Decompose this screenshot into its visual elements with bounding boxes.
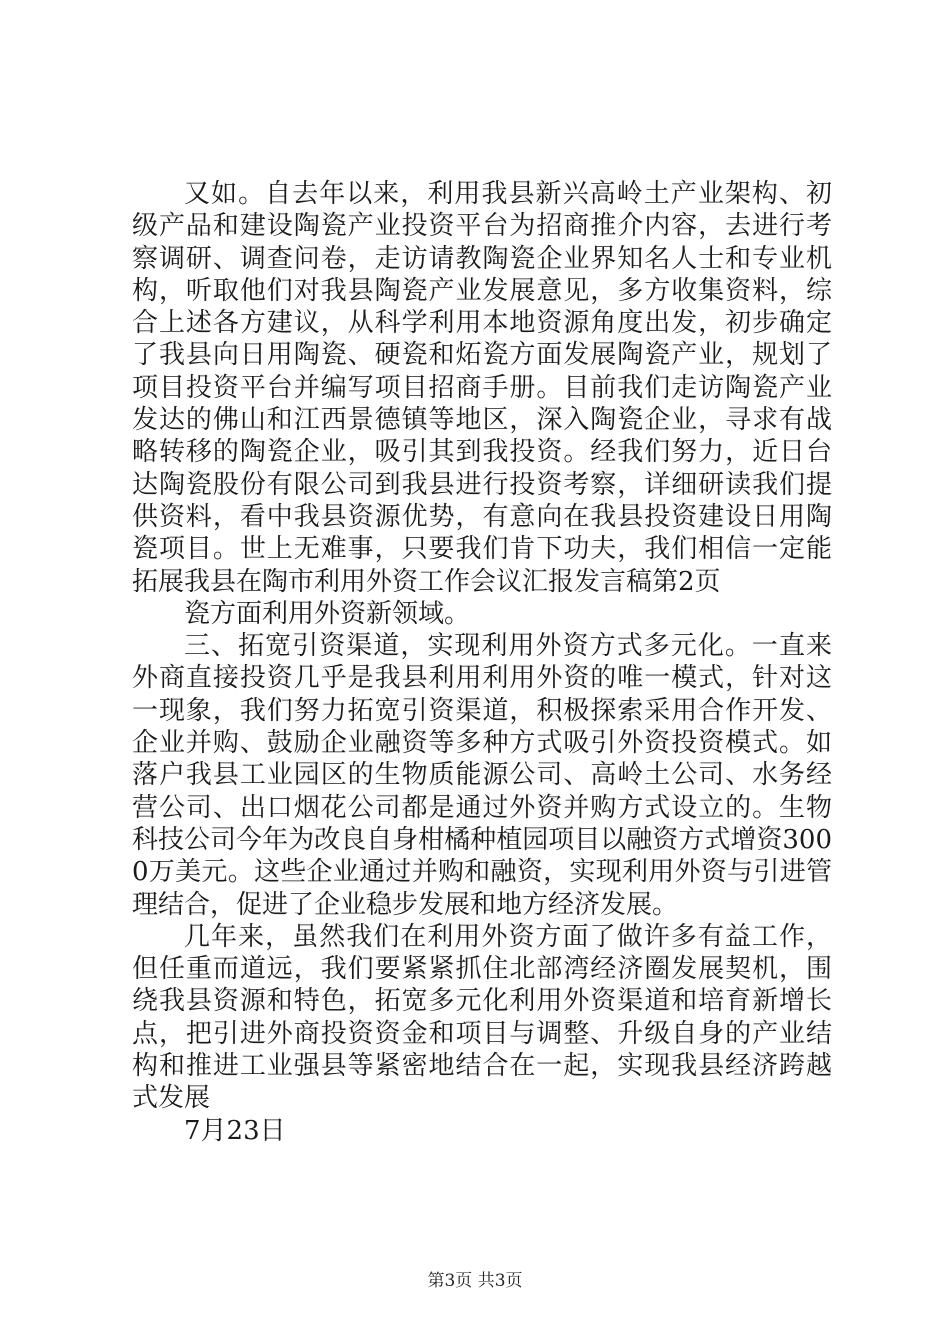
paragraph-conclusion: 几年来，虽然我们在利用外资方面了做许多有益工作，但任重而道远，我们要紧紧抓住北部湾经济圈发展契机，围绕我县资源和特色，拓宽多元化利用外资渠道和培育新增长点，把引进外商投资资金和项目与调整、升级自身的产业结构和推进工业强县等紧密地结合在一起，实现我县经济跨越式发展 — [132, 921, 832, 1114]
page-footer: 第3页 共3页 — [427, 1271, 523, 1291]
document-body — [132, 178, 832, 1147]
paragraph-section-three: 三、拓宽引资渠道，实现利用外资方式多元化。一直来外商直接投资几乎是我县利用利用外资的唯一模式，针对这一现象，我们努力拓宽引资渠道，积极探索采用合作开发、企业并购、鼓励企业融资等多种方式吸引外资投资模式。如落户我县工业园区的生物质能源公司、高岭土公司、水务经营公司、出口烟花公司都是通过外资并购方式设立的。生物科技公司今年为改良自身柑橘种植园项目以融资方式增资3000万美元。这些企业通过并购和融资，实现利用外资与引进管理结合，促进了企业稳步发展和地方经济发展。 — [132, 631, 832, 920]
date-line: 7月23日 — [184, 1115, 286, 1146]
paragraph-continuation: 瓷方面利用外资新领域。 — [184, 598, 471, 629]
paragraph-example-ceramics: 又如。自去年以来，利用我县新兴高岭土产业架构、初级产品和建设陶瓷产业投资平台为招商推介内容，去进行考察调研、调查问卷，走访请教陶瓷企业界知名人士和专业机构，听取他们对我县陶瓷产业发展意见，多方收集资料，综合上述各方建议，从科学利用本地资源角度出发，初步确定了我县向日用陶瓷、硬瓷和炻瓷方面发展陶瓷产业，规划了项目投资平台并编写项目招商手册。目前我们走访陶瓷产业发达的佛山和江西景德镇等地区，深入陶瓷企业，寻求有战略转移的陶瓷企业，吸引其到我投资。经我们努力，近日台达陶瓷股份有限公司到我县进行投资考察，详细研读我们提供资料，看中我县资源优势，有意向在我县投资建设日用陶瓷项目。世上无难事，只要我们肯下功夫，我们相信一定能拓展我县在陶市利用外资工作会议汇报发言稿第2页 — [132, 179, 832, 597]
